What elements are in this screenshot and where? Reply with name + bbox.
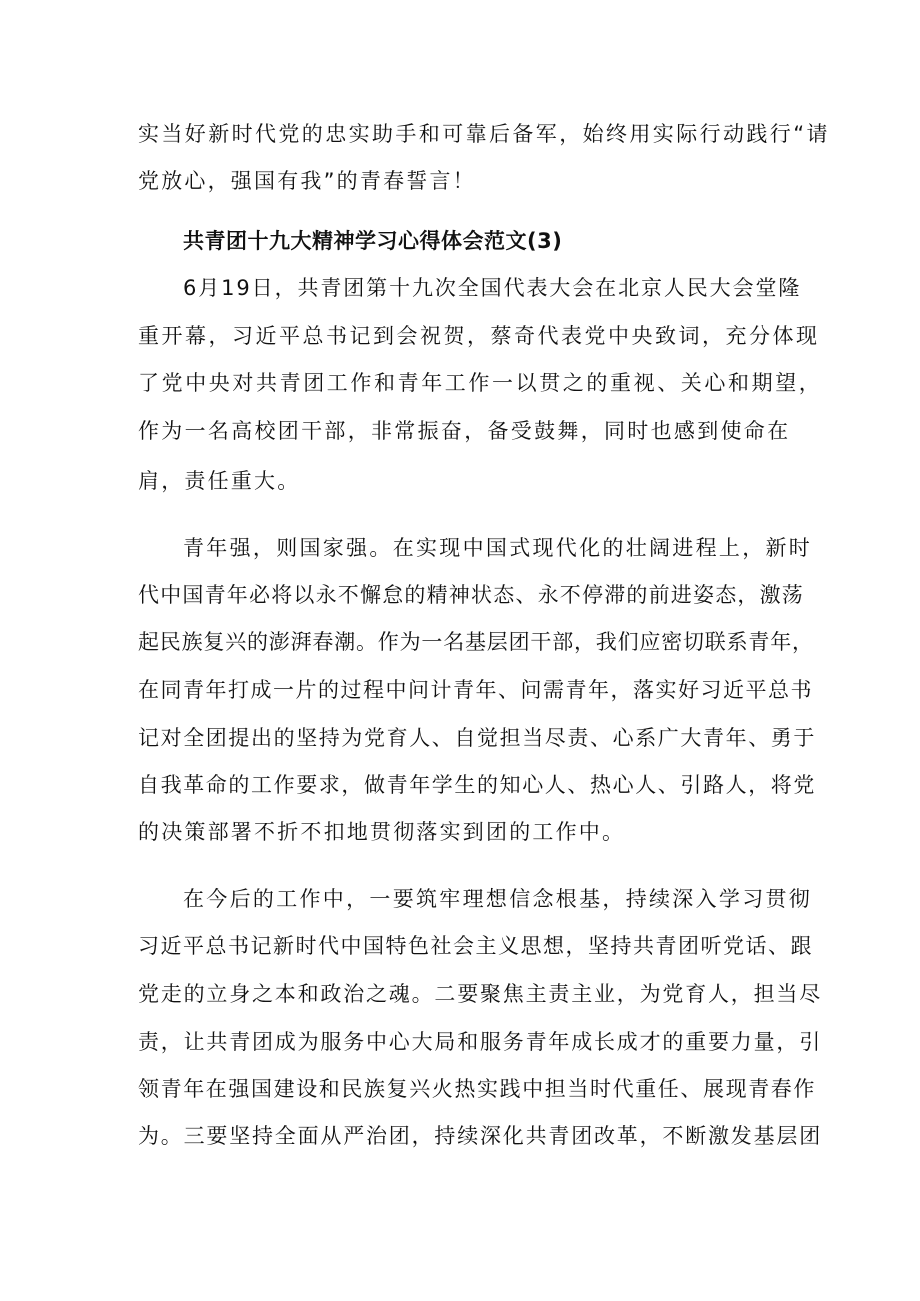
paragraph-1-line-1: 6月19日，共青团第十九次全国代表大会在北京人民大会堂隆 [183, 276, 802, 300]
paragraph-3-line-5: 领青年在强国建设和民族复兴火热实践中担当时代重任、展现青春作 [138, 1077, 816, 1101]
section-title: 共青团十九大精神学习心得体会范文(3) [183, 229, 563, 253]
paragraph-2-line-4: 在同青年打成一片的过程中问计青年、问需青年，落实好习近平总书 [138, 678, 813, 702]
intro-line-1: 实当好新时代党的忠实助手和可靠后备军，始终用实际行动践行“请 [138, 122, 830, 146]
paragraph-2-line-3: 起民族复兴的澎湃春潮。作为一名基层团干部，我们应密切联系青年， [138, 630, 814, 654]
paragraph-2-line-6: 自我革命的工作要求，做青年学生的知心人、热心人、引路人，将党 [138, 773, 816, 797]
paragraph-2-line-2: 代中国青年必将以永不懈怠的精神状态、永不停滞的前进姿态，激荡 [138, 583, 804, 607]
paragraph-1-line-4: 作为一名高校团干部，非常振奋，备受鼓舞，同时也感到使命在 [138, 419, 791, 443]
paragraph-1-line-3: 了党中央对共青团工作和青年工作一以贯之的重视、关心和期望， [138, 371, 823, 395]
paragraph-2-line-1: 青年强，则国家强。在实现中国式现代化的壮阔进程上，新时 [183, 536, 813, 560]
paragraph-3-line-2: 习近平总书记新时代中国特色社会主义思想，坚持共青团听党话、跟 [138, 934, 813, 958]
paragraph-2-line-7: 的决策部署不折不扣地贯彻落实到团的工作中。 [138, 820, 626, 844]
paragraph-1-line-2: 重开幕，习近平总书记到会祝贺，蔡奇代表党中央致词，充分体现 [138, 324, 820, 348]
paragraph-3-line-3: 党走的立身之本和政治之魂。二要聚焦主责主业，为党育人，担当尽 [138, 982, 822, 1006]
intro-line-2: 党放心，强国有我”的青春誓言！ [138, 169, 476, 193]
paragraph-1-line-5: 肩，责任重大。 [138, 469, 301, 493]
paragraph-3-line-6: 为。三要坚持全面从严治团，持续深化共青团改革，不断激发基层团 [138, 1124, 822, 1148]
paragraph-2-line-5: 记对全团提出的坚持为党育人、自觉担当尽责、心系广大青年、勇于 [138, 726, 816, 750]
paragraph-3-line-4: 责，让共青团成为服务中心大局和服务青年成长成才的重要力量，引 [138, 1030, 822, 1054]
paragraph-3-line-1: 在今后的工作中，一要筑牢理想信念根基，持续深入学习贯彻 [183, 887, 813, 911]
